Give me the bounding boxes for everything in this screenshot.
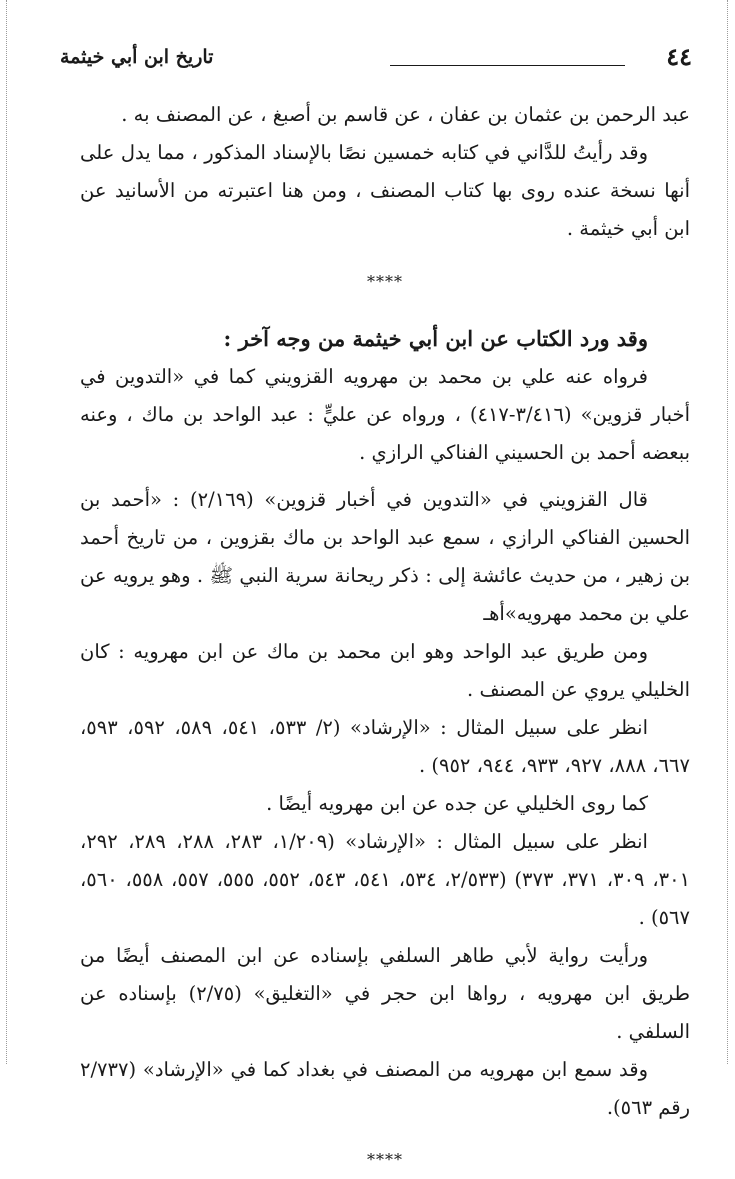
- page-number: ٤٤: [666, 42, 692, 71]
- paragraph: كما روى الخليلي عن جده عن ابن مهرويه أيضًا .: [266, 792, 648, 815]
- reference-paragraph: انظر على سبيل المثال : «الإرشاد» (١/٢٠٩، ٢٨٣، ٢٨٨، ٢٨٩، ٢٩٢، ٣٠١، ٣٠٩، ٣٧١، ٣٧٣) (٢/٥٣٣، ٥٣٤، ٥٤١، ٥٤٣، ٥٥٢، ٥٥٥، ٥٥٧، ٥٥٨، ٥٦٠، ٥٦٧) .: [80, 830, 691, 929]
- page-header: [60, 42, 700, 76]
- section-separator: ****: [367, 272, 403, 291]
- paragraph: ورأيت رواية لأبي طاهر السلفي بإسناده عن ابن المصنف أيضًا من طريق ابن مهرويه ، رواها ابن حجر في «التغليق» (٢/٧٥) بإسناده عن السلفي .: [80, 944, 690, 1043]
- paragraph: فرواه عنه علي بن محمد بن مهرويه القزويني كما في «التدوين في أخبار قزوين» (٣/٤١٦-٤١٧) ، ورواه عن عليٍّ : عبد الواحد بن ماك ، وعنه ببعضه أحمد بن الحسيني الفناكي الرازي .: [80, 365, 690, 464]
- paragraph: وقد رأيتُ للدَّاني في كتابه خمسين نصًا بالإسناد المذكور ، مما يدل على أنها نسخة عنده روى بها كتاب المصنف ، ومن هنا اعتبرته من الأسانيد عن ابن أبي خيثمة .: [80, 141, 690, 240]
- reference-paragraph: انظر على سبيل المثال : «الإرشاد» (٢/ ٥٣٣، ٥٤١، ٥٨٩، ٥٩٢، ٥٩٣، ٦٦٧، ٨٨٨، ٩٢٧، ٩٣٣، ٩٤٤، ٩٥٢) .: [80, 716, 690, 777]
- quote-paragraph: قال القزويني في «التدوين في أخبار قزوين» (٢/١٦٩) : «أحمد بن الحسين الفناكي الرازي ، سمع عبد الواحد بن ماك بقزوين ، من تاريخ أحمد بن زهير ، من حديث عائشة إلى : ذكر ريحانة سرية النبي ﷺ . وهو يرويه عن علي بن محمد مهرويه»أهـ: [80, 488, 690, 625]
- paragraph: ومن طريق عبد الواحد وهو ابن محمد بن ماك عن ابن مهرويه : كان الخليلي يروي عن المصنف .: [80, 640, 690, 701]
- paragraph: وقد سمع ابن مهرويه من المصنف في بغداد كما في «الإرشاد» (٢/٧٣٧ رقم ٥٦٣).: [80, 1058, 690, 1119]
- scan-edge-line: [727, 0, 728, 1064]
- page-body: [80, 96, 690, 1179]
- section-separator: ****: [367, 1150, 403, 1169]
- header-rule: [390, 65, 625, 66]
- section-heading: وقد ورد الكتاب عن ابن أبي خيثمة من وجه آخر :: [223, 326, 648, 351]
- paragraph: عبد الرحمن بن عثمان بن عفان ، عن قاسم بن أصبغ ، عن المصنف به .: [121, 103, 690, 126]
- scan-edge-line: [6, 0, 7, 1064]
- running-title: تاريخ ابن أبي خيثمة: [60, 46, 214, 68]
